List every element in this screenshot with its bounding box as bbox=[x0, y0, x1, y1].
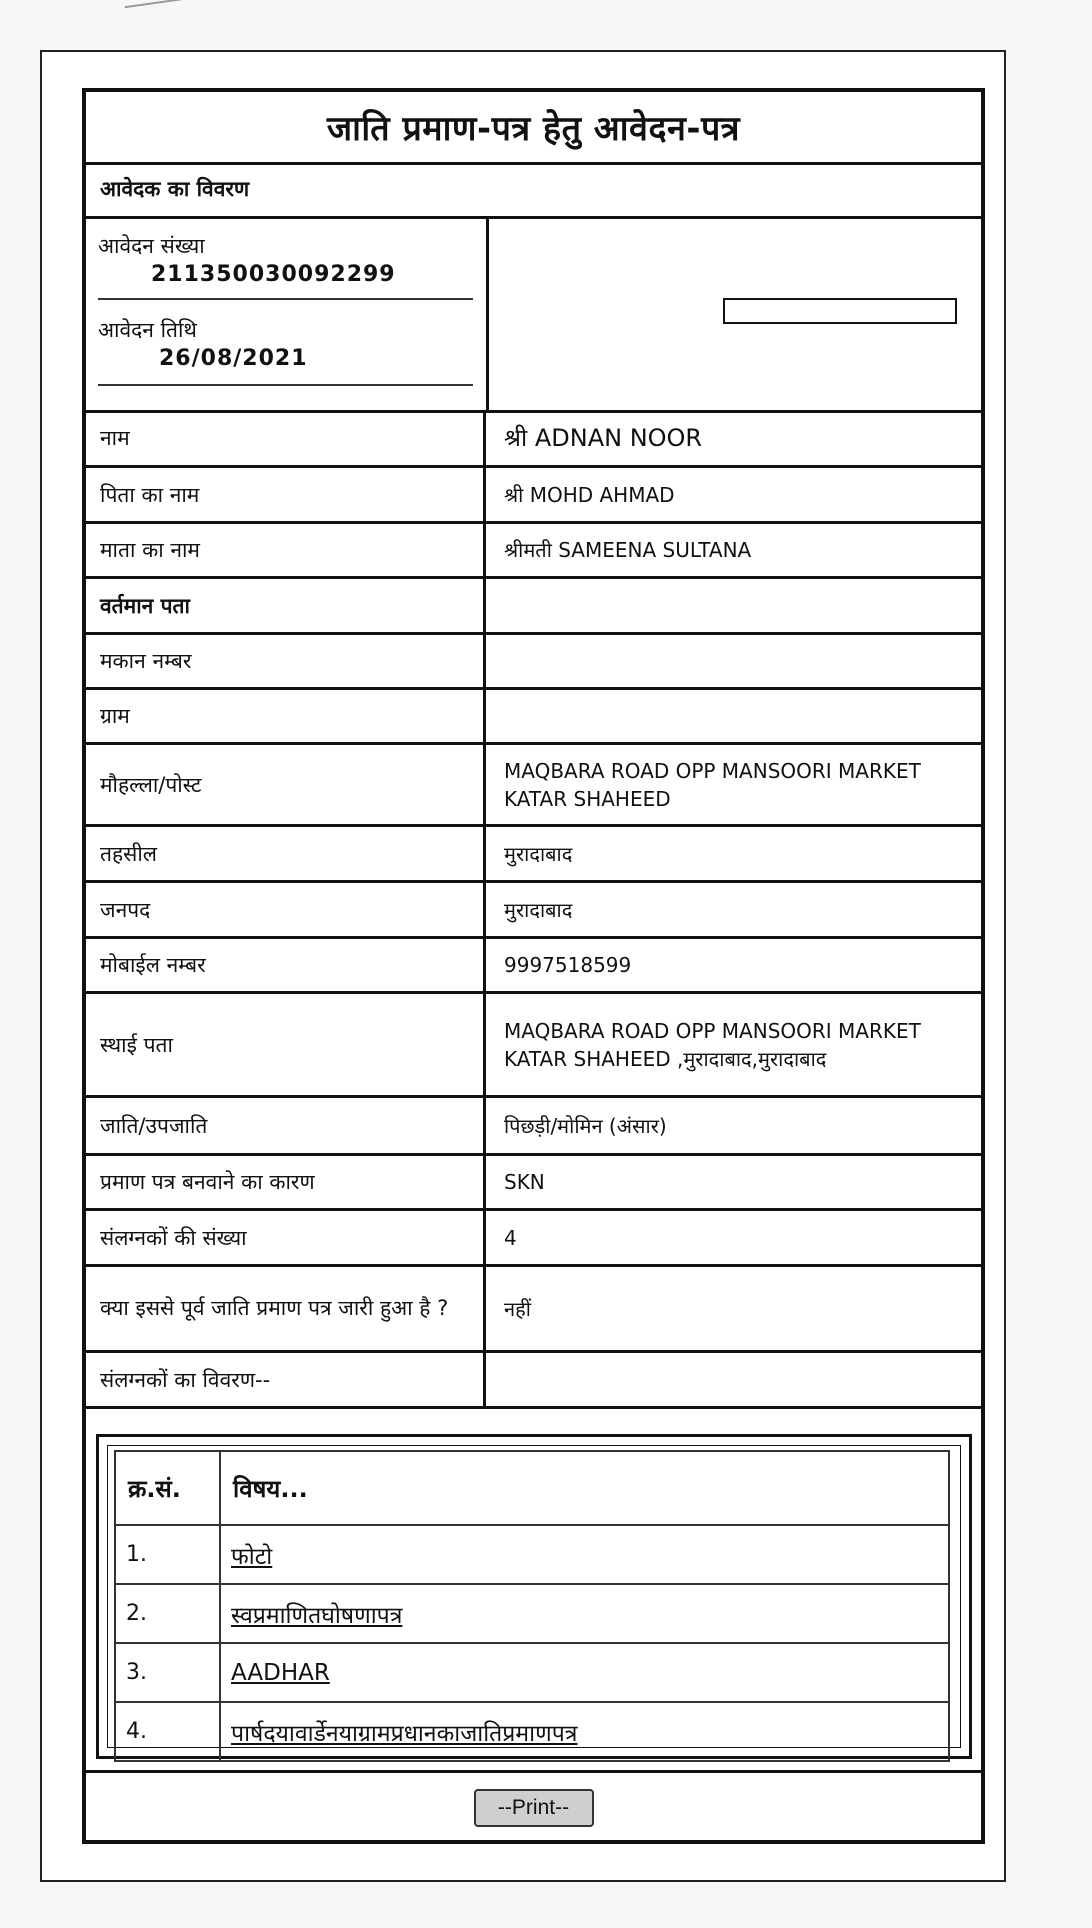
row-label: ग्राम bbox=[86, 690, 486, 742]
table-row bbox=[86, 579, 981, 635]
table-row bbox=[86, 745, 981, 827]
table-row bbox=[86, 635, 981, 690]
row-value bbox=[486, 635, 981, 687]
table-row bbox=[86, 468, 981, 524]
print-button[interactable]: --Print-- bbox=[474, 1789, 594, 1827]
table-row bbox=[86, 994, 981, 1098]
row-label: स्थाई पता bbox=[86, 994, 486, 1095]
row-value: श्री MOHD AHMAD bbox=[504, 482, 675, 507]
attachment-link[interactable]: फोटो bbox=[231, 1543, 273, 1570]
table-row bbox=[86, 410, 981, 468]
attachment-link[interactable]: AADHAR bbox=[231, 1659, 330, 1686]
table-row bbox=[86, 1267, 981, 1353]
table-row bbox=[115, 1643, 949, 1702]
divider bbox=[98, 384, 473, 386]
attachment-sn: 1. bbox=[115, 1525, 220, 1584]
row-value bbox=[486, 579, 981, 632]
table-header-row bbox=[115, 1451, 949, 1525]
photo-placeholder bbox=[723, 298, 957, 324]
row-value: MAQBARA ROAD OPP MANSOORI MARKET KATAR SHAHEED ,मुरादाबाद,मुरादाबाद bbox=[504, 1018, 921, 1071]
attachment-sn: 4. bbox=[115, 1702, 220, 1761]
row-label: माता का नाम bbox=[86, 524, 486, 576]
row-value: 4 bbox=[504, 1225, 517, 1250]
table-row bbox=[86, 939, 981, 994]
attachment-link[interactable]: स्वप्रमाणितघोषणापत्र bbox=[231, 1602, 403, 1629]
row-value: पिछड़ी/मोमिन (अंसार) bbox=[504, 1113, 667, 1138]
attachments-inner bbox=[107, 1445, 961, 1748]
row-value: SKN bbox=[504, 1170, 545, 1194]
table-row bbox=[86, 524, 981, 579]
table-row bbox=[86, 1156, 981, 1211]
row-label: संलग्नकों की संख्या bbox=[86, 1211, 486, 1264]
row-label: मकान नम्बर bbox=[86, 635, 486, 687]
row-value: श्रीमती SAMEENA SULTANA bbox=[504, 538, 752, 562]
details-table bbox=[86, 410, 981, 1409]
row-value: नहीं bbox=[504, 1296, 531, 1321]
row-label: तहसील bbox=[86, 827, 486, 880]
table-row bbox=[86, 1353, 981, 1409]
row-label: मोबाईल नम्बर bbox=[86, 939, 486, 991]
row-label: जाति/उपजाति bbox=[86, 1098, 486, 1153]
scan-artifact bbox=[125, 0, 186, 16]
table-row bbox=[86, 883, 981, 939]
column-header-subject: विषय... bbox=[220, 1451, 949, 1525]
application-number-label: आवेदन संख्या bbox=[98, 234, 205, 258]
print-area bbox=[86, 1770, 981, 1843]
application-info-left bbox=[86, 216, 489, 410]
row-label: वर्तमान पता bbox=[86, 579, 486, 632]
row-value: मुरादाबाद bbox=[504, 897, 573, 922]
attachment-link[interactable]: पार्षदयावार्डेनयाग्रामप्रधानकाजातिप्रमाणपत्र bbox=[231, 1720, 578, 1747]
form-title: जाति प्रमाण-पत्र हेतु आवेदन-पत्र bbox=[86, 92, 981, 165]
row-label: नाम bbox=[86, 410, 486, 465]
application-number: 211350030092299 bbox=[151, 262, 396, 287]
row-value: मुरादाबाद bbox=[504, 841, 573, 866]
table-row bbox=[86, 827, 981, 883]
row-label: प्रमाण पत्र बनवाने का कारण bbox=[86, 1156, 486, 1208]
row-value bbox=[486, 690, 981, 742]
application-date: 26/08/2021 bbox=[159, 346, 308, 371]
row-label: क्या इससे पूर्व जाति प्रमाण पत्र जारी हुआ है ? bbox=[86, 1267, 486, 1350]
row-value: 9997518599 bbox=[504, 953, 632, 977]
row-label: पिता का नाम bbox=[86, 468, 486, 521]
table-row bbox=[86, 1211, 981, 1267]
section-heading: आवेदक का विवरण bbox=[86, 162, 981, 219]
column-header-sn: क्र.सं. bbox=[115, 1451, 220, 1525]
table-row bbox=[115, 1525, 949, 1584]
attachment-sn: 2. bbox=[115, 1584, 220, 1643]
divider bbox=[98, 298, 473, 300]
attachment-sn: 3. bbox=[115, 1643, 220, 1702]
application-date-label: आवेदन तिथि bbox=[98, 318, 197, 342]
row-value: MAQBARA ROAD OPP MANSOORI MARKET KATAR SHAHEED bbox=[504, 758, 921, 811]
table-row bbox=[86, 690, 981, 745]
application-form bbox=[82, 88, 985, 1844]
row-value: श्री ADNAN NOOR bbox=[504, 423, 703, 452]
attachments-table bbox=[114, 1450, 950, 1762]
row-label: मौहल्ला/पोस्ट bbox=[86, 745, 486, 824]
attachments-panel bbox=[96, 1434, 972, 1759]
application-info-block bbox=[86, 216, 981, 413]
row-label: संलग्नकों का विवरण-- bbox=[86, 1353, 486, 1406]
table-row bbox=[115, 1702, 949, 1761]
row-value bbox=[486, 1353, 981, 1406]
table-row bbox=[115, 1584, 949, 1643]
row-label: जनपद bbox=[86, 883, 486, 936]
table-row bbox=[86, 1098, 981, 1156]
